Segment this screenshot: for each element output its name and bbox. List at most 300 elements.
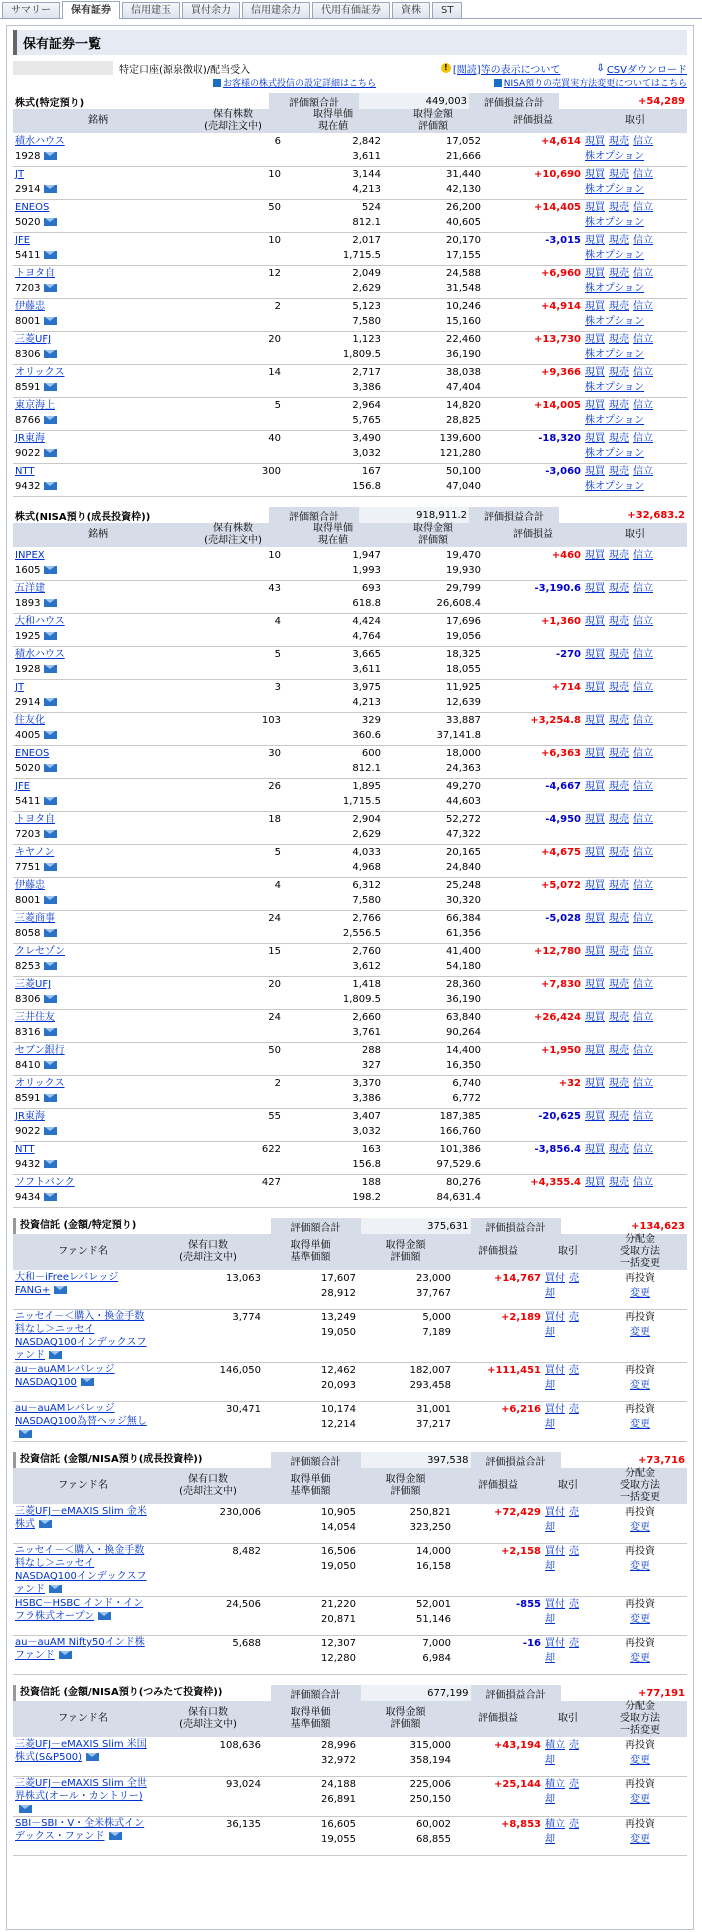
stock-name-link[interactable]: JT xyxy=(15,682,25,693)
unrealized-gain: +72,429 xyxy=(453,1505,543,1544)
stock-name-link[interactable]: セブン銀行 xyxy=(15,1045,65,1056)
cost-price: 2,904 xyxy=(352,814,381,825)
change-link[interactable]: 変更 xyxy=(630,1755,650,1766)
section-title: 株式(NISA預り(成長投資枠)) xyxy=(15,511,151,523)
mail-icon[interactable] xyxy=(49,1351,62,1359)
quantity: 5 xyxy=(183,398,283,431)
buy-link[interactable]: 現買 xyxy=(585,550,605,561)
cost-price: 163 xyxy=(361,1144,381,1155)
stock-name-link[interactable]: 三菱UFJ xyxy=(15,979,52,990)
mail-icon[interactable] xyxy=(98,1612,111,1620)
mail-icon[interactable] xyxy=(44,896,57,904)
option-link[interactable]: 株オプション xyxy=(585,382,645,393)
fund-sell-link[interactable]: 売却 xyxy=(545,1779,579,1805)
distribution-method: 再投資 xyxy=(625,1365,655,1376)
buy-link[interactable]: 現買 xyxy=(585,946,605,957)
col-qty: 保有株数 (売却注文中) xyxy=(183,523,283,548)
stock-name-link[interactable]: 三井住友 xyxy=(15,1012,55,1023)
fund-name-link[interactable]: 三菱UFJ－eMAXIS Slim 米国株式(S&P500) xyxy=(15,1739,147,1763)
sell-link[interactable]: 現売 xyxy=(609,616,629,627)
mail-icon[interactable] xyxy=(44,863,57,871)
col-gain: 評価損益 xyxy=(453,1468,543,1505)
change-link[interactable]: 変更 xyxy=(630,1614,650,1625)
mail-icon[interactable] xyxy=(19,1805,32,1813)
buy-link[interactable]: 現買 xyxy=(585,136,605,147)
buy-link[interactable]: 現買 xyxy=(585,748,605,759)
mail-icon[interactable] xyxy=(44,482,57,490)
market-value: 19,056 xyxy=(446,631,481,642)
cost-amount: 66,384 xyxy=(446,913,481,924)
distribution-method: 再投資 xyxy=(625,1312,655,1323)
buy-link[interactable]: 現買 xyxy=(585,334,605,345)
unrealized-gain: -3,015 xyxy=(483,233,583,266)
sell-link[interactable]: 現売 xyxy=(609,715,629,726)
option-link[interactable]: 株オプション xyxy=(585,481,645,492)
cost-amount: 41,400 xyxy=(446,946,481,957)
stock-name-link[interactable]: NTT xyxy=(15,466,35,477)
sell-link[interactable]: 現売 xyxy=(609,1012,629,1023)
mail-icon[interactable] xyxy=(44,185,57,193)
option-link[interactable]: 株オプション xyxy=(585,184,645,195)
mail-icon[interactable] xyxy=(49,1585,62,1593)
sell-link[interactable]: 現売 xyxy=(609,268,629,279)
mail-icon[interactable] xyxy=(81,1378,94,1386)
mail-icon[interactable] xyxy=(44,317,57,325)
sell-link[interactable]: 現売 xyxy=(609,550,629,561)
buy-link[interactable]: 現買 xyxy=(585,433,605,444)
buy-link[interactable]: 現買 xyxy=(585,1111,605,1122)
market-value: 68,855 xyxy=(416,1834,451,1845)
stock-name-link[interactable]: 伊藤忠 xyxy=(15,880,45,891)
change-link[interactable]: 変更 xyxy=(630,1653,650,1664)
stock-name-link[interactable]: オリックス xyxy=(15,367,65,378)
current-price: 1,715.5 xyxy=(342,796,381,807)
fund-name-link[interactable]: ニッセイ－＜購入・換金手数料なし＞ニッセイNASDAQ100インデックスファンド xyxy=(15,1311,147,1361)
mail-icon[interactable] xyxy=(44,599,57,607)
margin-link[interactable]: 信立 xyxy=(633,781,653,792)
mail-icon[interactable] xyxy=(39,1520,52,1528)
sell-link[interactable]: 現売 xyxy=(609,781,629,792)
section-title: 投資信託 (金額/NISA預り(つみたて投資枠)) xyxy=(15,1685,271,1701)
fund-sell-link[interactable]: 売却 xyxy=(545,1740,579,1766)
fund-buy-link[interactable]: 買付 xyxy=(545,1638,565,1649)
sell-link[interactable]: 現売 xyxy=(609,847,629,858)
change-link[interactable]: 変更 xyxy=(630,1288,650,1299)
cost-price: 10,174 xyxy=(321,1404,356,1415)
margin-link[interactable]: 信立 xyxy=(633,235,653,246)
current-price: 3,386 xyxy=(352,382,381,393)
change-link[interactable]: 変更 xyxy=(630,1834,650,1845)
fund-buy-link[interactable]: 買付 xyxy=(545,1312,565,1323)
fund-sell-link[interactable]: 売却 xyxy=(545,1546,579,1572)
section-summary xyxy=(13,1218,687,1234)
stock-code: 2914 xyxy=(15,697,41,708)
margin-link[interactable]: 信立 xyxy=(633,583,653,594)
mail-icon[interactable] xyxy=(44,1061,57,1069)
cost-price: 13,249 xyxy=(321,1312,356,1323)
table-row xyxy=(13,944,687,977)
stock-name-link[interactable]: トヨタ自 xyxy=(15,268,55,279)
fund-buy-link[interactable]: 買付 xyxy=(545,1404,565,1415)
mail-icon[interactable] xyxy=(44,1193,57,1201)
buy-link[interactable]: 現買 xyxy=(585,1045,605,1056)
margin-link[interactable]: 信立 xyxy=(633,169,653,180)
fund-buy-link[interactable]: 買付 xyxy=(545,1365,565,1376)
mail-icon[interactable] xyxy=(44,698,57,706)
quantity: 50 xyxy=(183,200,283,233)
fund-sell-link[interactable]: 売却 xyxy=(545,1507,579,1533)
stock-name-link[interactable]: 三菱商事 xyxy=(15,913,55,924)
mail-icon[interactable] xyxy=(44,995,57,1003)
accumulate-link[interactable]: 積立 xyxy=(545,1779,565,1790)
margin-link[interactable]: 信立 xyxy=(633,979,653,990)
mail-icon[interactable] xyxy=(44,1094,57,1102)
mail-icon[interactable] xyxy=(44,566,57,574)
buy-link[interactable]: 現買 xyxy=(585,814,605,825)
margin-link[interactable]: 信立 xyxy=(633,301,653,312)
cost-price: 2,842 xyxy=(352,136,381,147)
mail-icon[interactable] xyxy=(44,416,57,424)
buy-link[interactable]: 現買 xyxy=(585,781,605,792)
units: 5,688 xyxy=(153,1636,263,1675)
fund-sell-link[interactable]: 売却 xyxy=(545,1273,579,1299)
change-link[interactable]: 変更 xyxy=(630,1419,650,1430)
margin-link[interactable]: 信立 xyxy=(633,1144,653,1155)
sell-link[interactable]: 現売 xyxy=(609,136,629,147)
stock-code: 9022 xyxy=(15,1126,41,1137)
cost-amount: 49,270 xyxy=(446,781,481,792)
buy-link[interactable]: 現買 xyxy=(585,1078,605,1089)
margin-link[interactable]: 信立 xyxy=(633,616,653,627)
market-value: 26,608.4 xyxy=(436,598,481,609)
fund-buy-link[interactable]: 買付 xyxy=(545,1546,565,1557)
mail-icon[interactable] xyxy=(44,350,57,358)
option-link[interactable]: 株オプション xyxy=(585,283,645,294)
option-link[interactable]: 株オプション xyxy=(585,151,645,162)
option-link[interactable]: 株オプション xyxy=(585,415,645,426)
stock-name-link[interactable]: ENEOS xyxy=(15,748,50,759)
fund-buy-link[interactable]: 買付 xyxy=(545,1599,565,1610)
notice-link[interactable]: [閲読]等の表示について xyxy=(452,64,561,76)
sell-link[interactable]: 現売 xyxy=(609,649,629,660)
mail-icon[interactable] xyxy=(109,1832,122,1840)
mail-icon[interactable] xyxy=(44,929,57,937)
option-link[interactable]: 株オプション xyxy=(585,217,645,228)
gain-total-label: 評価損益合計 xyxy=(471,1685,561,1701)
fund-buy-link[interactable]: 買付 xyxy=(545,1507,565,1518)
stock-name-link[interactable]: オリックス xyxy=(15,1078,65,1089)
stock-name-link[interactable]: NTT xyxy=(15,1144,35,1155)
sell-link[interactable]: 現売 xyxy=(609,946,629,957)
cost-amount: 14,000 xyxy=(416,1546,451,1557)
mail-icon[interactable] xyxy=(44,251,57,259)
change-link[interactable]: 変更 xyxy=(630,1561,650,1572)
unrealized-gain: -3,190.6 xyxy=(483,581,583,614)
tab-3[interactable]: 買付余力 xyxy=(182,2,240,18)
buy-link[interactable]: 現買 xyxy=(585,715,605,726)
mail-icon[interactable] xyxy=(44,449,57,457)
sell-link[interactable]: 現売 xyxy=(609,1177,629,1188)
gain-total-value: +54,289 xyxy=(638,95,685,107)
mail-icon[interactable] xyxy=(44,383,57,391)
sell-link[interactable]: 現売 xyxy=(609,814,629,825)
buy-link[interactable]: 現買 xyxy=(585,616,605,627)
cost-price: 329 xyxy=(361,715,381,726)
margin-link[interactable]: 信立 xyxy=(633,433,653,444)
stock-name-link[interactable]: 伊藤忠 xyxy=(15,301,45,312)
fund-sell-link[interactable]: 売却 xyxy=(545,1312,579,1338)
mail-icon[interactable] xyxy=(44,797,57,805)
main-panel xyxy=(6,25,694,1930)
tab-1[interactable]: 保有証券 xyxy=(62,1,120,19)
unrealized-gain: +2,158 xyxy=(453,1544,543,1597)
fund-name-link[interactable]: 三菱UFJ－eMAXIS Slim 全世界株式(オール・カントリー) xyxy=(15,1778,147,1802)
stock-name-link[interactable]: 五洋建 xyxy=(15,583,45,594)
mail-icon[interactable] xyxy=(44,152,57,160)
stock-name-link[interactable]: トヨタ自 xyxy=(15,814,55,825)
col-gain: 評価損益 xyxy=(483,109,583,134)
mail-icon[interactable] xyxy=(44,1028,57,1036)
stock-name-link[interactable]: JFE xyxy=(15,781,31,792)
current-price: 1,715.5 xyxy=(342,250,381,261)
market-value: 166,760 xyxy=(439,1126,481,1137)
accumulate-link[interactable]: 積立 xyxy=(545,1819,565,1830)
buy-link[interactable]: 現買 xyxy=(585,913,605,924)
table-row xyxy=(13,398,687,431)
tab-0[interactable]: サマリー xyxy=(2,2,60,18)
margin-link[interactable]: 信立 xyxy=(633,1177,653,1188)
margin-link[interactable]: 信立 xyxy=(633,913,653,924)
buy-link[interactable]: 現買 xyxy=(585,880,605,891)
margin-link[interactable]: 信立 xyxy=(633,946,653,957)
fund-sell-link[interactable]: 売却 xyxy=(545,1404,579,1430)
fund-sell-link[interactable]: 売却 xyxy=(545,1819,579,1845)
change-link[interactable]: 変更 xyxy=(630,1794,650,1805)
fund-name-link[interactable]: au－auAM Nifty50インド株ファンド xyxy=(15,1637,145,1661)
sell-link[interactable]: 現売 xyxy=(609,1144,629,1155)
nisa-method-link[interactable]: NISA預りの売買実方法変更についてはこちら xyxy=(503,78,687,89)
option-link[interactable]: 株オプション xyxy=(585,316,645,327)
fund-buy-link[interactable]: 買付 xyxy=(545,1273,565,1284)
margin-link[interactable]: 信立 xyxy=(633,715,653,726)
mail-icon[interactable] xyxy=(19,1430,32,1438)
buy-link[interactable]: 現買 xyxy=(585,268,605,279)
mail-icon[interactable] xyxy=(44,764,57,772)
sell-link[interactable]: 現売 xyxy=(609,913,629,924)
table-row xyxy=(13,713,687,746)
margin-link[interactable]: 信立 xyxy=(633,748,653,759)
stock-name-link[interactable]: JT xyxy=(15,169,25,180)
mail-icon[interactable] xyxy=(54,1286,67,1294)
masked-account-number xyxy=(13,61,113,75)
market-value: 31,548 xyxy=(446,283,481,294)
margin-link[interactable]: 信立 xyxy=(633,682,653,693)
sell-link[interactable]: 現売 xyxy=(609,1045,629,1056)
margin-link[interactable]: 信立 xyxy=(633,814,653,825)
eval-total-label: 評価額合計 xyxy=(271,1218,361,1234)
buy-link[interactable]: 現買 xyxy=(585,682,605,693)
option-link[interactable]: 株オプション xyxy=(585,250,645,261)
sell-link[interactable]: 現売 xyxy=(609,880,629,891)
cost-amount: 18,325 xyxy=(446,649,481,660)
buy-link[interactable]: 現買 xyxy=(585,1012,605,1023)
stock-name-link[interactable]: 住友化 xyxy=(15,715,45,726)
stock-name-link[interactable]: ENEOS xyxy=(15,202,50,213)
buy-link[interactable]: 現買 xyxy=(585,301,605,312)
mail-icon[interactable] xyxy=(44,830,57,838)
stock-name-link[interactable]: JR東海 xyxy=(15,1111,45,1122)
buy-link[interactable]: 現買 xyxy=(585,367,605,378)
margin-link[interactable]: 信立 xyxy=(633,334,653,345)
sell-link[interactable]: 現売 xyxy=(609,202,629,213)
fund-name-link[interactable]: 三菱UFJ－eMAXIS Slim 金米株式 xyxy=(15,1506,147,1530)
fund-sell-link[interactable]: 売却 xyxy=(545,1599,579,1625)
change-link[interactable]: 変更 xyxy=(630,1327,650,1338)
sell-link[interactable]: 現売 xyxy=(609,1111,629,1122)
sell-link[interactable]: 現売 xyxy=(609,400,629,411)
sell-link[interactable]: 現売 xyxy=(609,748,629,759)
mail-icon[interactable] xyxy=(44,284,57,292)
option-link[interactable]: 株オプション xyxy=(585,349,645,360)
margin-link[interactable]: 信立 xyxy=(633,400,653,411)
sell-link[interactable]: 現売 xyxy=(609,433,629,444)
fund-sell-link[interactable]: 売却 xyxy=(545,1638,579,1664)
sell-link[interactable]: 現売 xyxy=(609,235,629,246)
cost-amount: 18,000 xyxy=(446,748,481,759)
margin-link[interactable]: 信立 xyxy=(633,550,653,561)
margin-link[interactable]: 信立 xyxy=(633,649,653,660)
change-link[interactable]: 変更 xyxy=(630,1380,650,1391)
gain-total-value: +73,716 xyxy=(638,1454,685,1466)
mail-icon[interactable] xyxy=(86,1753,99,1761)
mail-icon[interactable] xyxy=(44,1127,57,1135)
margin-link[interactable]: 信立 xyxy=(633,466,653,477)
cost-price: 167 xyxy=(361,466,381,477)
tab-4[interactable]: 信用建余力 xyxy=(242,2,310,18)
sell-link[interactable]: 現売 xyxy=(609,682,629,693)
sell-link[interactable]: 現売 xyxy=(609,169,629,180)
stock-name-link[interactable]: JFE xyxy=(15,235,31,246)
table-row xyxy=(13,1010,687,1043)
stock-name-link[interactable]: 積水ハウス xyxy=(15,136,65,147)
sell-link[interactable]: 現売 xyxy=(609,1078,629,1089)
fund-name-link[interactable]: 大和－iFreeレバレッジ FANG+ xyxy=(15,1272,119,1296)
unrealized-gain: -4,667 xyxy=(483,779,583,812)
sell-link[interactable]: 現売 xyxy=(609,301,629,312)
mail-icon[interactable] xyxy=(44,665,57,673)
margin-link[interactable]: 信立 xyxy=(633,367,653,378)
fund-name-link[interactable]: au－auAMレバレッジNASDAQ100為替ヘッジ無し xyxy=(15,1403,147,1427)
margin-link[interactable]: 信立 xyxy=(633,136,653,147)
buy-link[interactable]: 現買 xyxy=(585,649,605,660)
mail-icon[interactable] xyxy=(44,731,57,739)
change-link[interactable]: 変更 xyxy=(630,1522,650,1533)
fund-name-link[interactable]: ニッセイ－＜購入・換金手数料なし＞ニッセイNASDAQ100インデックスファンド xyxy=(15,1545,147,1595)
base-price: 32,972 xyxy=(321,1755,356,1766)
margin-link[interactable]: 信立 xyxy=(633,1045,653,1056)
col-name: 銘柄 xyxy=(13,523,183,548)
tab-2[interactable]: 信用建玉 xyxy=(122,2,180,18)
quantity: 2 xyxy=(183,1076,283,1109)
margin-link[interactable]: 信立 xyxy=(633,1111,653,1122)
cost-price: 1,947 xyxy=(352,550,381,561)
buy-link[interactable]: 現買 xyxy=(585,979,605,990)
sell-link[interactable]: 現売 xyxy=(609,583,629,594)
stock-name-link[interactable]: 大和ハウス xyxy=(15,616,65,627)
tab-5[interactable]: 代用有価証券 xyxy=(312,2,390,18)
mail-icon[interactable] xyxy=(44,962,57,970)
fund-name-link[interactable]: HSBC－HSBC インド・インフラ株式オープン xyxy=(15,1598,144,1622)
sell-link[interactable]: 現売 xyxy=(609,367,629,378)
csv-download-link[interactable]: CSVダウンロード xyxy=(606,64,687,76)
table-row xyxy=(13,647,687,680)
margin-link[interactable]: 信立 xyxy=(633,202,653,213)
current-price: 3,612 xyxy=(352,961,381,972)
sell-link[interactable]: 現売 xyxy=(609,979,629,990)
market-value: 47,404 xyxy=(446,382,481,393)
margin-link[interactable]: 信立 xyxy=(633,847,653,858)
accumulate-link[interactable]: 積立 xyxy=(545,1740,565,1751)
mail-icon[interactable] xyxy=(44,632,57,640)
sell-link[interactable]: 現売 xyxy=(609,334,629,345)
stock-name-link[interactable]: INPEX xyxy=(15,550,45,561)
stock-name-link[interactable]: 東京海上 xyxy=(15,400,55,411)
margin-link[interactable]: 信立 xyxy=(633,1078,653,1089)
fund-name-link[interactable]: SBI－SBI・V・全米株式インデックス・ファンド xyxy=(15,1818,145,1842)
buy-link[interactable]: 現買 xyxy=(585,847,605,858)
col-qty: 保有株数 (売却注文中) xyxy=(183,109,283,134)
stock-name-link[interactable]: JR東海 xyxy=(15,433,45,444)
margin-link[interactable]: 信立 xyxy=(633,1012,653,1023)
stock-name-link[interactable]: 三菱UFJ xyxy=(15,334,52,345)
stock-name-link[interactable]: 積水ハウス xyxy=(15,649,65,660)
buy-link[interactable]: 現買 xyxy=(585,1144,605,1155)
buy-link[interactable]: 現買 xyxy=(585,202,605,213)
stock-code: 8253 xyxy=(15,961,41,972)
margin-link[interactable]: 信立 xyxy=(633,880,653,891)
table-row xyxy=(13,431,687,464)
buy-link[interactable]: 現買 xyxy=(585,169,605,180)
tab-6[interactable]: 資株 xyxy=(392,2,430,18)
fund-name-link[interactable]: au－auAMレバレッジ NASDAQ100 xyxy=(15,1364,115,1388)
current-price: 3,032 xyxy=(352,1126,381,1137)
sell-link[interactable]: 現売 xyxy=(609,466,629,477)
buy-link[interactable]: 現買 xyxy=(585,235,605,246)
tab-7[interactable]: ST xyxy=(432,2,462,18)
table-row xyxy=(13,1175,687,1208)
distribution-method: 再投資 xyxy=(625,1819,655,1830)
margin-link[interactable]: 信立 xyxy=(633,268,653,279)
stock-name-link[interactable]: キヤノン xyxy=(15,847,55,858)
stock-code: 7203 xyxy=(15,283,41,294)
mail-icon[interactable] xyxy=(44,1160,57,1168)
buy-link[interactable]: 現買 xyxy=(585,1177,605,1188)
mail-icon[interactable] xyxy=(59,1651,72,1659)
stock-code: 5411 xyxy=(15,250,41,261)
option-link[interactable]: 株オプション xyxy=(585,448,645,459)
settings-detail-link[interactable]: お客様の株式投信の設定詳細はこちら xyxy=(223,78,377,89)
current-price: 327 xyxy=(361,1060,381,1071)
fund-sell-link[interactable]: 売却 xyxy=(545,1365,579,1391)
buy-link[interactable]: 現買 xyxy=(585,400,605,411)
stock-name-link[interactable]: クレセゾン xyxy=(15,946,65,957)
mail-icon[interactable] xyxy=(44,218,57,226)
buy-link[interactable]: 現買 xyxy=(585,583,605,594)
cost-amount: 182,007 xyxy=(409,1365,451,1376)
stock-name-link[interactable]: ソフトバンク xyxy=(15,1177,75,1188)
buy-link[interactable]: 現買 xyxy=(585,466,605,477)
col-units: 保有口数 (売却注文中) xyxy=(153,1234,263,1271)
